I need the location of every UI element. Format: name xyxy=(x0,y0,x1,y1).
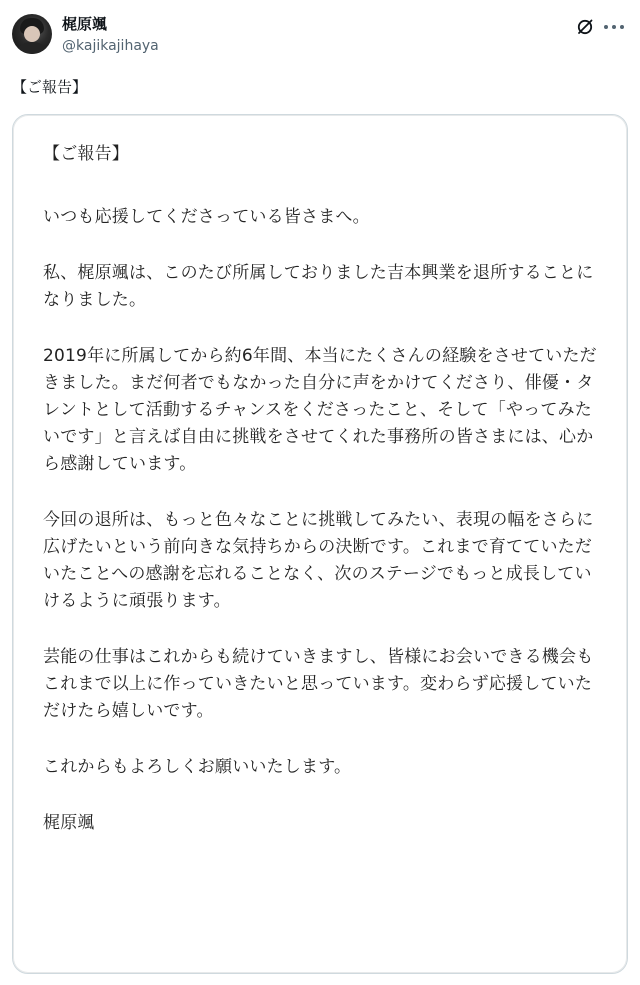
more-icon[interactable] xyxy=(604,18,624,36)
more-dot xyxy=(604,25,608,29)
post-text: 【ご報告】 xyxy=(12,78,88,96)
avatar-body xyxy=(16,42,48,54)
document-paragraph: 今回の退所は、もっと色々なことに挑戦してみたい、表現の幅をさらに広げたいという前向きな気持ちからの決断です。これまで育てていただいたことへの感謝を忘れることなく、次のステージでもっと成長していけるように頑張ります。 xyxy=(43,510,594,611)
document-signature: 梶原颯 xyxy=(43,813,95,833)
avatar[interactable] xyxy=(12,14,52,54)
document-paragraph: 芸能の仕事はこれからも続けていきますし、皆様にお会いできる機会もこれまで以上に作っていきたいと思っています。変わらず応援していただけたら嬉しいです。 xyxy=(43,647,594,721)
user-info[interactable] xyxy=(62,14,159,56)
grok-icon[interactable] xyxy=(576,18,594,36)
announcement-document xyxy=(43,141,603,837)
more-dot xyxy=(612,25,616,29)
header-actions xyxy=(576,18,624,36)
more-dot xyxy=(620,25,624,29)
document-title: 【ご報告】 xyxy=(43,144,129,164)
user-handle[interactable]: @kajikajihaya xyxy=(62,38,159,54)
avatar-face xyxy=(24,26,40,42)
document-paragraph: 2019年に所属してから約6年間、本当にたくさんの経験をさせていただきました。まだ何者でもなかった自分に声をかけてくださり、俳優・タレントとして活動するチャンスをくださったこと、そして「やってみたいです」と言えば自由に挑戦をさせてくれた事務所の皆さまには、心から感謝しています。 xyxy=(43,346,597,474)
attached-image[interactable] xyxy=(12,114,628,974)
document-paragraph: これからもよろしくお願いいたします。 xyxy=(43,757,352,777)
post-header xyxy=(12,12,628,62)
document-paragraph: 私、梶原颯は、このたび所属しておりました吉本興業を退所することになりました。 xyxy=(43,263,594,310)
document-greeting: いつも応援してくださっている皆さまへ。 xyxy=(43,207,370,227)
display-name[interactable]: 梶原颯 xyxy=(62,15,108,33)
